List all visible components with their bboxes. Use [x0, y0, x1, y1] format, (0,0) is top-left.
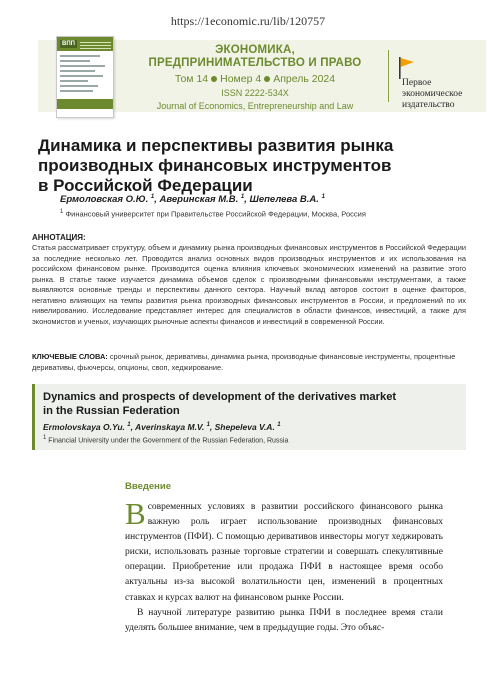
publisher-name: Первое экономическое издательство [402, 78, 463, 110]
publisher-block [398, 56, 484, 111]
article-title: Динамика и перспективы развития рынка производных финансовых инструментов в Российской Федерации [38, 136, 394, 195]
journal-title-line2: ПРЕДПРИНИМАТЕЛЬСТВО И ПРАВО [148, 57, 362, 69]
cover-logo: ВПП [62, 41, 75, 47]
journal-issn: ISSN 2222-534X [221, 88, 289, 98]
journal-info [130, 44, 380, 111]
keywords-heading: КЛЮЧЕВЫЕ СЛОВА: [32, 352, 108, 361]
journal-cover-thumbnail [56, 36, 114, 118]
article-authors: Ермоловская О.Ю. $^1$, Аверинская М.В. $^1$, Шепелева В.А. $^1$ [60, 194, 325, 206]
journal-number: Номер 4 [220, 73, 262, 85]
banner-divider [388, 50, 389, 102]
article-affiliation: $^1$ Финансовый университет при Правительстве Российской Федерации, Москва, Россия [60, 209, 366, 219]
english-summary-box [32, 384, 466, 450]
abstract-text: Статья рассматривает структуру, объем и динамику рынка производных финансовых инструментов в Российской Федерации за последние несколько лет. Проводится анализ основных видов производных инструментов и их использования на российском финансовом рынке. Производится оценка влияния ключевых экономических изменений на развитие этого рынка. В статье также изучается динамика объемов сделок с производными финансовыми инструментами, а также выявляются основные тренды и перспективы данного сектора. Научный вклад авторов состоит в оценке факторов, негативно влияющих на темпы развития рынка производных финансовых инструментов в России, и предложений по их нивелированию. Исследование представляет интерес для специалистов в области финансов, инвестиций, а также для экономистов и ученых, изучающих рыночные аспекты финансов и инвестиций в современной России. [32, 243, 466, 326]
article-url[interactable]: https://1economic.ru/lib/120757 [170, 14, 326, 28]
section-heading-introduction: Введение [125, 481, 172, 492]
author-name: Аверинская М.В. [159, 194, 239, 206]
journal-english-title: Journal of Economics, Entrepreneurship and Law [156, 101, 354, 111]
english-affiliation: 1 Financial University under the Government of the Russian Federation, Russia [43, 435, 289, 445]
english-authors: Ermolovskaya O.Yu. $^1$, Averinskaya M.V. $^1$, Shepeleva V.A. $^1$ [43, 422, 281, 432]
keywords [32, 352, 466, 373]
author-name: Шепелева В.А. [249, 194, 319, 206]
flag-icon [398, 56, 416, 80]
journal-volume: Том 14 [174, 73, 209, 85]
body-text [125, 496, 443, 636]
bullet-icon [211, 76, 217, 82]
paragraph: В научной литературе развитию рынка ПФИ в последнее время стали уделять большее внимание, чем в предыдущие годы. Это объяс- [125, 607, 443, 633]
keywords-text: срочный рынок, деривативы, динамика рынка, производные финансовые инструменты, процентные деривативы, фьючерсы, опционы, своп, хеджирование. [32, 352, 456, 372]
paragraph: Всовременных условиях в развитии российского финансового рынка важную роль играет использование производных финансовых инструментов (ПФИ). С помощью деривативов инвесторы могут хеджировать риски, использовать разные торговые стратегии и совершать спекулятивные операции. Приобретение или продажа ПФИ в настоящее время особо актуальны из-за высокой волатильности цен, изменений в процентных ставках и курсах валют на финансовом рынке России. [125, 496, 443, 603]
bullet-icon [264, 76, 270, 82]
journal-title-line1: ЭКОНОМИКА, [215, 44, 295, 56]
journal-date: Апрель 2024 [273, 73, 336, 85]
drop-cap: В [125, 496, 146, 531]
english-title: Dynamics and prospects of development of the derivatives market in the Russian Federation [43, 391, 397, 417]
author-name: Ермоловская О.Ю. [60, 194, 149, 206]
journal-issue [130, 73, 380, 85]
abstract-heading: АННОТАЦИЯ: [32, 233, 86, 242]
